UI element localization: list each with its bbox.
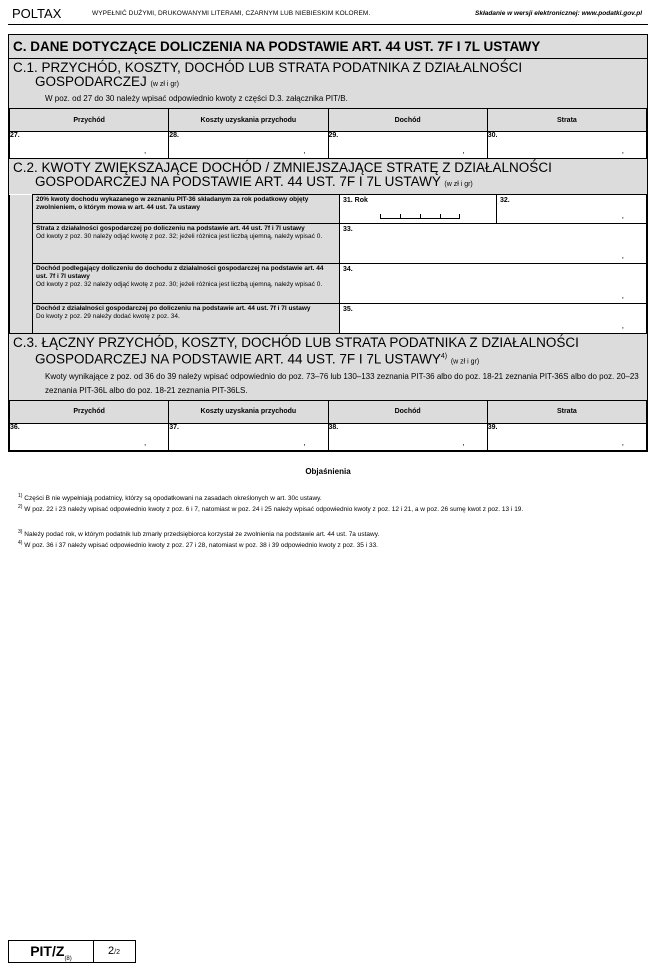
c3-title-line2: GOSPODARCZEJ NA PODSTAWIE ART. 44 UST. 7F I 7L USTAWY	[35, 351, 441, 367]
field-30[interactable]	[487, 132, 646, 159]
c3-table	[9, 400, 647, 451]
c2-row-31-label	[33, 195, 340, 224]
c2-title-line2-wrap	[13, 175, 643, 192]
field-35-label: 35.	[343, 306, 353, 313]
c1-header-przychod: Przychód	[10, 109, 169, 132]
c1-header-koszty: Koszty uzyskania przychodu	[169, 109, 328, 132]
decimal-comma: ,	[621, 211, 624, 220]
decimal-comma: ,	[621, 291, 624, 300]
c1-header-strata: Strata	[487, 109, 646, 132]
brand-poltax: POLTAX	[12, 6, 62, 21]
header-divider	[8, 24, 648, 25]
year-tick-boxes	[380, 213, 460, 219]
c3-title-line1: C.3. ŁĄCZNY PRZYCHÓD, KOSZTY, DOCHÓD LUB STRATA PODATNIKA Z DZIAŁALNOŚCI	[13, 335, 579, 350]
decimal-comma: ,	[462, 146, 465, 155]
c3-header-koszty: Koszty uzyskania przychodu	[169, 400, 328, 423]
c1-title-line1: C.1. PRZYCHÓD, KOSZTY, DOCHÓD LUB STRATA PODATNIKA Z DZIAŁALNOŚCI	[13, 60, 523, 75]
field-32-label: 32.	[500, 197, 510, 204]
field-39-label: 39.	[487, 423, 498, 431]
footnote-1-text: Części B nie wypełniają podatnicy, którzy są opodatkowani na zasadach określonych w art. 30c ustawy.	[24, 495, 322, 503]
field-32[interactable]	[497, 195, 647, 224]
c3-header-przychod: Przychód	[10, 400, 169, 423]
c2-row-35-label	[33, 304, 340, 334]
form-variant: (8)	[64, 955, 72, 962]
field-34-label: 34.	[343, 266, 353, 273]
c3-title-line2-wrap	[13, 350, 643, 370]
section-c-form	[8, 34, 648, 452]
explanations-title: Objaśnienia	[305, 467, 351, 476]
field-37[interactable]	[169, 423, 328, 450]
field-38[interactable]	[328, 423, 487, 450]
c2-row-31-label-bold: 20% kwoty dochodu wykazanego w zeznaniu PIT-36 składanym za rok podatkowy objęty zwolnieniem, o którym mowa w art. 44 ust. 7a ustawy	[36, 196, 309, 211]
c2-unit: (w zł i gr)	[444, 181, 473, 188]
footnote-1	[18, 492, 638, 503]
field-36[interactable]	[10, 423, 169, 450]
decimal-comma: ,	[144, 437, 147, 447]
c2-row-35-label-bold: Dochód z działalności gospodarczej po doliczeniu na podstawie art. 44 ust. 7f i 7l ustawy	[36, 305, 311, 312]
footnote-3-num: 3)	[18, 529, 23, 535]
field-35[interactable]	[340, 304, 647, 334]
c2-title-line2: GOSPODARCZEJ NA PODSTAWIE ART. 44 UST. 7F I 7L USTAWY	[35, 174, 441, 189]
c2-table	[9, 194, 647, 334]
c3-footnote-ref: 4)	[440, 353, 448, 360]
c3-header-strata: Strata	[487, 400, 646, 423]
decimal-comma: ,	[621, 437, 624, 447]
header-instruction: WYPEŁNIĆ DUŻYMI, DRUKOWANYMI LITERAMI, CZARNYM LUB NIEBIESKIM KOLOREM.	[92, 10, 371, 17]
field-36-label: 36.	[10, 423, 20, 431]
section-c-title: C. DANE DOTYCZĄCE DOLICZENIA NA PODSTAWIE ART. 44 UST. 7F I 7L USTAWY	[9, 35, 647, 59]
c2-heading	[9, 159, 647, 194]
footnote-1-num: 1)	[18, 493, 23, 499]
field-29-label: 29.	[328, 132, 339, 139]
field-30-label: 30.	[487, 132, 498, 139]
c1-unit: (w zł i gr)	[150, 81, 179, 88]
footnote-4-text: W poz. 36 i 37 należy wpisać odpowiednio kwoty z poz. 27 i 28, natomiast w poz. 38 i 39 odpowiednio kwoty z poz. 35 i 33.	[24, 542, 378, 550]
decimal-comma: ,	[462, 437, 465, 447]
c2-row-34-label-bold: Dochód podlegający doliczeniu do dochodu z działalności gospodarczej na podstawie art. 44 ust. 7f i 7l ustawy	[36, 265, 324, 280]
c2-row-33-label-bold: Strata z działalności gospodarczej po doliczeniu na podstawie art. 44 ust. 7f i 7l ustawy	[36, 225, 305, 232]
field-31-label: 31. Rok	[343, 197, 368, 204]
field-34[interactable]	[340, 264, 647, 304]
form-footer	[8, 940, 136, 963]
footnote-2	[18, 503, 638, 514]
decimal-comma: ,	[303, 146, 306, 155]
field-27-label: 27.	[10, 132, 20, 139]
footnote-2-num: 2)	[18, 504, 23, 510]
field-33[interactable]	[340, 224, 647, 264]
c2-row-34-label-note: Od kwoty z poz. 32 należy odjąć kwotę z poz. 30; jeżeli różnica jest liczbą ujemną, należy wpisać 0.	[36, 281, 323, 288]
decimal-comma: ,	[621, 146, 624, 155]
c1-header-dochod: Dochód	[328, 109, 487, 132]
field-29[interactable]	[328, 132, 487, 159]
field-38-label: 38.	[328, 423, 339, 431]
footnote-2-text: W poz. 22 i 23 należy wpisać odpowiednio kwoty z poz. 6 i 7, natomiast w poz. 24 i 25 należy wpisać odpowiednio kwoty z poz. 12 i 21, a w poz. 26 sumę kwot z poz. 13 i 19.	[24, 506, 524, 514]
c1-title-line2-wrap	[13, 75, 643, 92]
footnote-3	[18, 528, 638, 539]
decimal-comma: ,	[621, 321, 624, 330]
decimal-comma: ,	[144, 146, 147, 155]
c1-title-line2: GOSPODARCZEJ	[35, 74, 147, 89]
page-number-box	[93, 941, 135, 962]
page-number: 2	[108, 945, 115, 957]
c2-row-33-label-note: Od kwoty z poz. 30 należy odjąć kwotę z poz. 32; jeżeli różnica jest liczbą ujemną, należy wpisać 0.	[36, 233, 323, 240]
field-39[interactable]	[487, 423, 646, 450]
c3-heading	[9, 334, 647, 400]
form-name-box	[9, 941, 94, 962]
field-37-label: 37.	[169, 423, 179, 431]
c1-heading	[9, 59, 647, 108]
c2-row-33-label	[33, 224, 340, 264]
decimal-comma: ,	[303, 437, 306, 447]
footnote-3-text: Należy podać rok, w którym podatnik lub zmarły przedsiębiorca korzystał ze zwolnienia na podstawie art. 44 ust. 7a ustawy.	[24, 531, 380, 539]
c1-table	[9, 108, 647, 159]
header-electronic-note: Składanie w wersji elektronicznej: www.podatki.gov.pl	[475, 10, 642, 17]
c3-unit: (w zł i gr)	[450, 358, 480, 366]
field-28-label: 28.	[169, 132, 179, 139]
field-33-label: 33.	[343, 226, 353, 233]
decimal-comma: ,	[621, 251, 624, 260]
form-name: PIT/Z	[30, 943, 65, 959]
c2-title-line1: C.2. KWOTY ZWIĘKSZAJĄCE DOCHÓD / ZMNIEJSZAJĄCE STRATĘ Z DZIAŁALNOŚCI	[13, 160, 552, 175]
field-28[interactable]	[169, 132, 328, 159]
page-total: /2	[114, 949, 120, 956]
field-31-year[interactable]	[340, 195, 497, 224]
c1-note: W poz. od 27 do 30 należy wpisać odpowiednio kwoty z części D.3. załącznika PIT/B.	[45, 94, 348, 103]
c2-indent-column	[10, 195, 33, 334]
footnote-4-num: 4)	[18, 540, 23, 546]
c2-row-34-label	[33, 264, 340, 304]
c3-note: Kwoty wynikające z poz. od 36 do 39 należy wpisać odpowiednio do poz. 73–76 lub 130–133 zeznania PIT-36 albo do poz. 18-21 zeznania PIT-36S albo do poz. 20–23 zeznania PIT-36L albo do poz. 18-21 zeznania PIT-36LS.	[45, 371, 639, 395]
field-27[interactable]	[10, 132, 169, 159]
c3-header-dochod: Dochód	[328, 400, 487, 423]
footnote-4	[18, 539, 638, 550]
c2-row-35-label-note: Do kwoty z poz. 29 należy dodać kwotę z poz. 34.	[36, 313, 180, 320]
